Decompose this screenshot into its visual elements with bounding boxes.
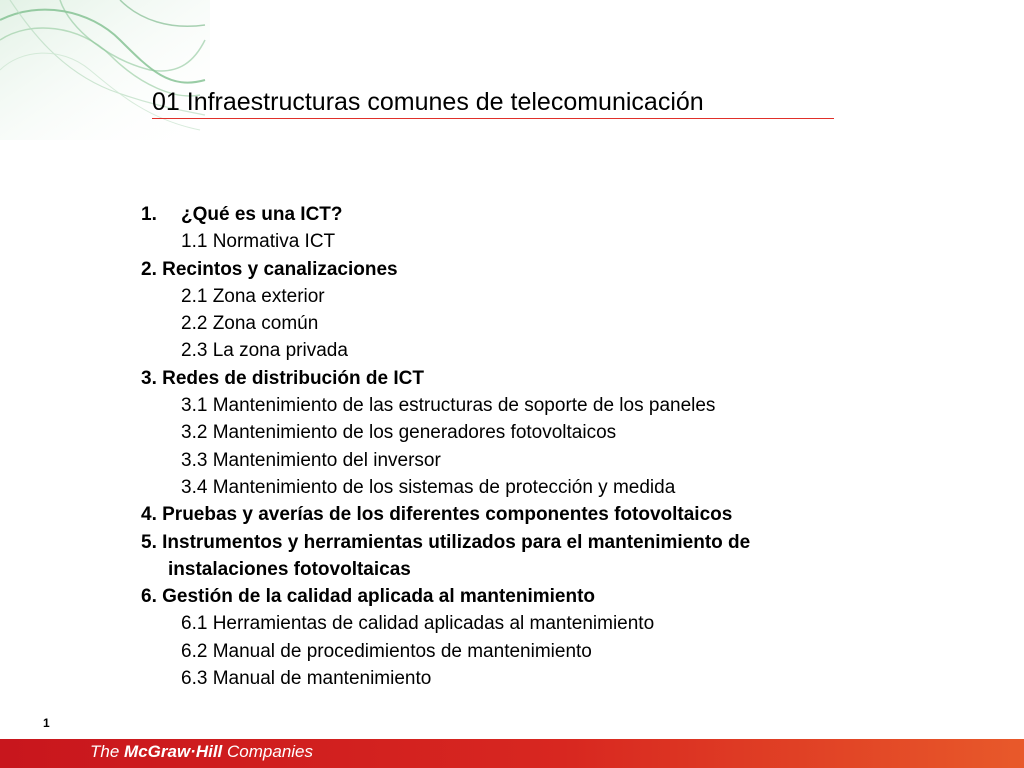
- slide-title: 01 Infraestructuras comunes de telecomunicación: [152, 88, 704, 116]
- logo-companies: Companies: [227, 742, 314, 761]
- page-number: 1: [43, 716, 50, 730]
- toc-subsection-6-3: 6.3 Manual de mantenimiento: [181, 668, 432, 690]
- footer-bar: [0, 739, 1024, 768]
- toc-subsection-3-2: 3.2 Mantenimiento de los generadores fotovoltaicos: [181, 422, 617, 444]
- toc-subsection-2-3: 2.3 La zona privada: [181, 340, 348, 362]
- publisher-logo: [90, 742, 313, 762]
- toc-subsection-3-1: 3.1 Mantenimiento de las estructuras de soporte de los paneles: [181, 395, 716, 417]
- title-underline: [152, 118, 834, 119]
- toc-subsection-1-1: 1.1 Normativa ICT: [181, 231, 336, 253]
- toc-subsection-2-1: 2.1 Zona exterior: [181, 285, 325, 307]
- toc-section-5-continuation: instalaciones fotovoltaicas: [168, 558, 411, 580]
- toc-section-1-label: ¿Qué es una ICT?: [181, 204, 343, 225]
- toc-subsection-6-2: 6.2 Manual de procedimientos de mantenimiento: [181, 640, 592, 662]
- table-of-contents: [141, 201, 941, 692]
- toc-section-1-number: 1.: [141, 204, 157, 225]
- toc-subsection-2-2: 2.2 Zona común: [181, 313, 319, 335]
- logo-the: The: [90, 742, 120, 761]
- toc-section-6: 6. Gestión de la calidad aplicada al mantenimiento: [141, 586, 596, 608]
- toc-section-2: 2. Recintos y canalizaciones: [141, 258, 398, 280]
- toc-section-5: 5. Instrumentos y herramientas utilizados para el mantenimiento de: [141, 531, 751, 553]
- toc-section-3: 3. Redes de distribución de ICT: [141, 367, 424, 389]
- toc-subsection-3-4: 3.4 Mantenimiento de los sistemas de protección y medida: [181, 476, 676, 498]
- toc-section-1: [141, 201, 941, 228]
- toc-section-4: 4. Pruebas y averías de los diferentes componentes fotovoltaicos: [141, 504, 733, 526]
- logo-brand: McGraw·Hill: [124, 742, 223, 761]
- toc-subsection-6-1: 6.1 Herramientas de calidad aplicadas al mantenimiento: [181, 613, 655, 635]
- toc-subsection-3-3: 3.3 Mantenimiento del inversor: [181, 449, 441, 471]
- decorative-swirl-image: [0, 0, 210, 140]
